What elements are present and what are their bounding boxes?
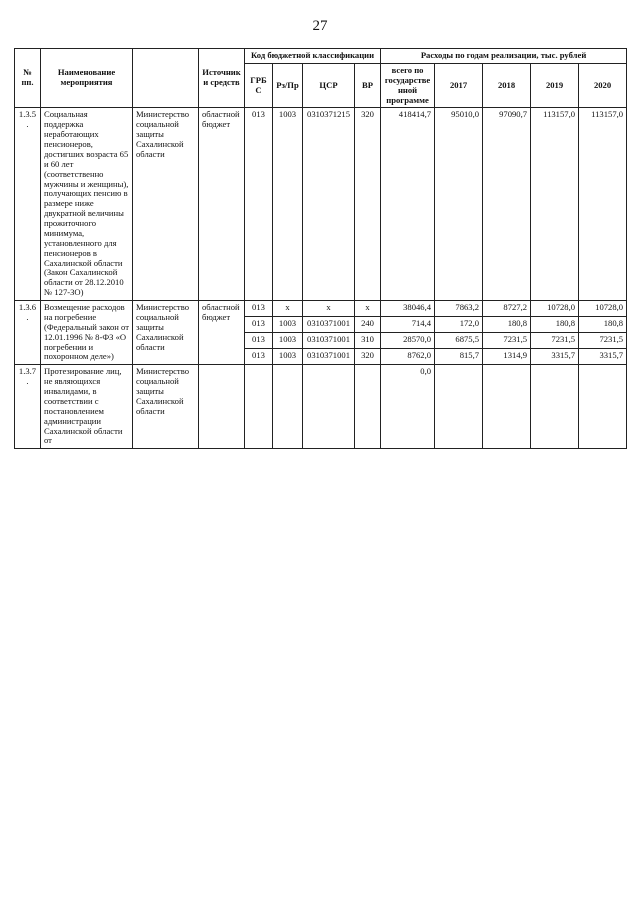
rzpr-code: 1003: [273, 333, 303, 349]
csr-code: х: [303, 301, 355, 317]
value-2019: [531, 365, 579, 449]
header-budget-code: Код бюджетной классификации: [245, 49, 381, 64]
total-value: 38046,4: [381, 301, 435, 317]
grbs-code: 013: [245, 301, 273, 317]
value-2018: 7231,5: [483, 333, 531, 349]
vr-code: 240: [355, 317, 381, 333]
value-2020: 10728,0: [579, 301, 627, 317]
executor: Министерство социальной защиты Сахалинской области: [133, 108, 199, 301]
rzpr-code: 1003: [273, 317, 303, 333]
header-2017: 2017: [435, 63, 483, 108]
grbs-code: 013: [245, 333, 273, 349]
csr-code: 0310371001: [303, 317, 355, 333]
total-value: 8762,0: [381, 349, 435, 365]
table-row: [15, 108, 627, 301]
grbs-code: [245, 365, 273, 449]
value-2020: [579, 365, 627, 449]
value-2019: 180,8: [531, 317, 579, 333]
total-value: 714,4: [381, 317, 435, 333]
header-expenses: Расходы по годам реализации, тыс. рублей: [381, 49, 627, 64]
header-executor: [133, 49, 199, 108]
value-2020: 180,8: [579, 317, 627, 333]
row-number: 1.3.5.: [15, 108, 41, 301]
vr-code: 310: [355, 333, 381, 349]
measure-name: Социальная поддержка неработающих пенсионеров, достигших возраста 65 и 60 лет (соответственно мужчины и женщины), получающих пенсию в размере ниже двукратной величины прожиточного минимума, установленного для пенсионеров в Сахалинской области (Закон Сахалинской области от 28.12.2010 № 127-ЗО): [41, 108, 133, 301]
total-value: 28570,0: [381, 333, 435, 349]
value-2017: 95010,0: [435, 108, 483, 301]
vr-code: 320: [355, 349, 381, 365]
grbs-code: 013: [245, 317, 273, 333]
header-2020: 2020: [579, 63, 627, 108]
value-2017: 815,7: [435, 349, 483, 365]
grbs-code: 013: [245, 349, 273, 365]
vr-code: 320: [355, 108, 381, 301]
total-value: 418414,7: [381, 108, 435, 301]
funding-source: [199, 365, 245, 449]
value-2020: 7231,5: [579, 333, 627, 349]
measure-name: Протезирование лиц, не являющихся инвалидами, в соответствии с постановлением администрации Сахалинской области от: [41, 365, 133, 449]
rzpr-code: 1003: [273, 349, 303, 365]
rzpr-code: 1003: [273, 108, 303, 301]
value-2017: 7863,2: [435, 301, 483, 317]
executor: Министерство социальной защиты Сахалинской области: [133, 365, 199, 449]
header-no: № пп.: [15, 49, 41, 108]
value-2020: 113157,0: [579, 108, 627, 301]
value-2019: 113157,0: [531, 108, 579, 301]
header-name: Наименование мероприятия: [41, 49, 133, 108]
header-vr: ВР: [355, 63, 381, 108]
rzpr-code: х: [273, 301, 303, 317]
value-2020: 3315,7: [579, 349, 627, 365]
table-row: [15, 365, 627, 449]
header-rzpr: Рз/Пр: [273, 63, 303, 108]
header-2018: 2018: [483, 63, 531, 108]
value-2017: 6875,5: [435, 333, 483, 349]
rzpr-code: [273, 365, 303, 449]
header-grbs: ГРБС: [245, 63, 273, 108]
header-row-1: [15, 49, 627, 64]
value-2019: 7231,5: [531, 333, 579, 349]
row-number: 1.3.6.: [15, 301, 41, 365]
csr-code: 0310371215: [303, 108, 355, 301]
vr-code: х: [355, 301, 381, 317]
row-number: 1.3.7.: [15, 365, 41, 449]
header-2019: 2019: [531, 63, 579, 108]
header-source: Источники средств: [199, 49, 245, 108]
value-2018: 1314,9: [483, 349, 531, 365]
measure-name: Возмещение расходов на погребение (Федеральный закон от 12.01.1996 № 8-ФЗ «О погребении и похоронном деле»): [41, 301, 133, 365]
value-2018: 8727,2: [483, 301, 531, 317]
csr-code: 0310371001: [303, 333, 355, 349]
page-number: 27: [312, 18, 328, 34]
value-2018: [483, 365, 531, 449]
total-value: 0,0: [381, 365, 435, 449]
vr-code: [355, 365, 381, 449]
value-2018: 180,8: [483, 317, 531, 333]
value-2017: 172,0: [435, 317, 483, 333]
value-2019: 10728,0: [531, 301, 579, 317]
csr-code: 0310371001: [303, 349, 355, 365]
grbs-code: 013: [245, 108, 273, 301]
value-2018: 97090,7: [483, 108, 531, 301]
header-total: всего по государственной программе: [381, 63, 435, 108]
executor: Министерство социальной защиты Сахалинской области: [133, 301, 199, 365]
csr-code: [303, 365, 355, 449]
table-row: [15, 301, 627, 317]
funding-source: областной бюджет: [199, 301, 245, 365]
header-csr: ЦСР: [303, 63, 355, 108]
value-2017: [435, 365, 483, 449]
value-2019: 3315,7: [531, 349, 579, 365]
funding-source: областной бюджет: [199, 108, 245, 301]
budget-table: [14, 48, 627, 449]
